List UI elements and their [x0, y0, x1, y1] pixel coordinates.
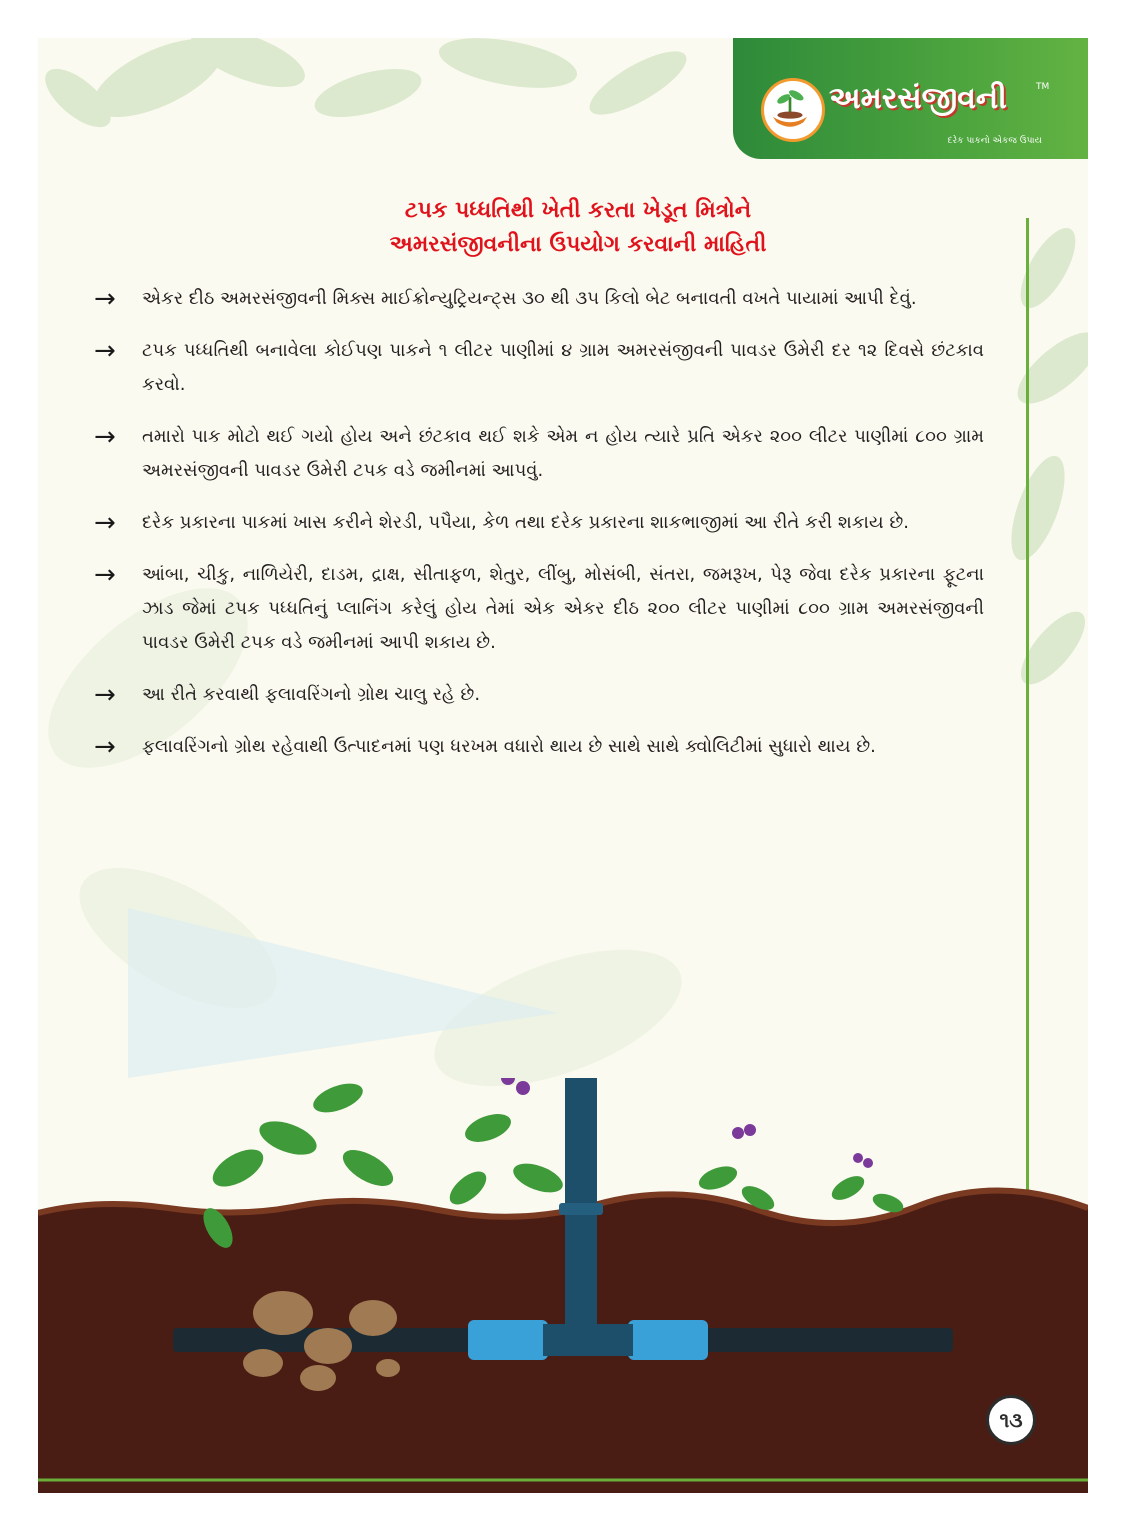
brand-name: અમરસંજીવની	[829, 81, 1007, 116]
list-item-text: આંબા, ચીકુ, નાળિયેરી, દાડમ, દ્રાક્ષ, સીતાફળ, શેતુર, લીંબુ, મોસંબી, સંતરા, જમરૂખ, પેરૂ જેવા દરેક પ્રકારના ફૂટના ઝાડ જેમાં ટપક પધ્ધતિનું પ્લાનિંગ કરેલું હોય તેમાં એક એકર દીઠ ૨૦૦ લીટર પાણીમાં ૮૦૦ ગ્રામ અમરસંજીવની પાવડર ઉમેરી ટપક વડે જમીનમાં આપી શકાય છે.	[142, 564, 984, 653]
arrow-icon: →	[94, 284, 116, 314]
list-item-text: ફલાવરિંગનો ગ્રોથ રહેવાથી ઉત્પાદનમાં પણ ધરખમ વધારો થાય છે સાથે સાથે ક્વોલિટીમાં સુધારો થાય છે.	[142, 736, 876, 757]
list-item-text: આ રીતે કરવાથી ફલાવરિંગનો ગ્રોથ ચાલુ રહે છે.	[142, 684, 481, 705]
trademark: TM	[1036, 82, 1050, 92]
soil-scene	[38, 1078, 1088, 1493]
list-item-text: ટપક પધ્ધતિથી બનાવેલા કોઈપણ પાકને ૧ લીટર પાણીમાં ૪ ગ્રામ અમરસંજીવની પાવડર ઉમેરી દર ૧૨ દિવસે છંટકાવ કરવો.	[142, 340, 984, 395]
page	[38, 38, 1088, 1493]
list-item-text: તમારો પાક મોટો થઈ ગયો હોય અને છંટકાવ થઈ શકે એમ ન હોય ત્યારે પ્રતિ એકર ૨૦૦ લીટર પાણીમાં ૮૦૦ ગ્રામ અમરસંજીવની પાવડર ઉમેરી ટપક વડે જમીનમાં આપવું.	[142, 426, 984, 481]
arrow-icon: →	[94, 732, 116, 762]
arrow-icon: →	[94, 508, 116, 538]
title-line-1: ટપક પધ્ધતિથી ખેતી કરતા ખેડૂત મિત્રોને	[404, 198, 752, 223]
list-item-text: દરેક પ્રકારના પાકમાં ખાસ કરીને શેરડી, પપૈયા, કેળ તથા દરેક પ્રકારના શાકભાજીમાં આ રીતે કરી શકાય છે.	[142, 512, 909, 533]
arrow-icon: →	[94, 422, 116, 452]
list-item-text: એકર દીઠ અમરસંજીવની મિક્સ માઈક્રોન્યુટ્રિયન્ટ્સ ૩૦ થી ૩૫ કિલો બેટ બનાવતી વખતે પાયામાં આપી દેવું.	[142, 288, 917, 309]
arrow-icon: →	[94, 560, 116, 590]
arrow-icon: →	[94, 336, 116, 366]
title-line-2: અમરસંજીવનીના ઉપયોગ કરવાની માહિતી	[389, 232, 767, 257]
arrow-icon: →	[94, 680, 116, 710]
brand-tagline: દરેક પાકનો એકજ ઉપાય	[947, 136, 1042, 146]
page-number: ૧૩	[986, 1395, 1036, 1445]
